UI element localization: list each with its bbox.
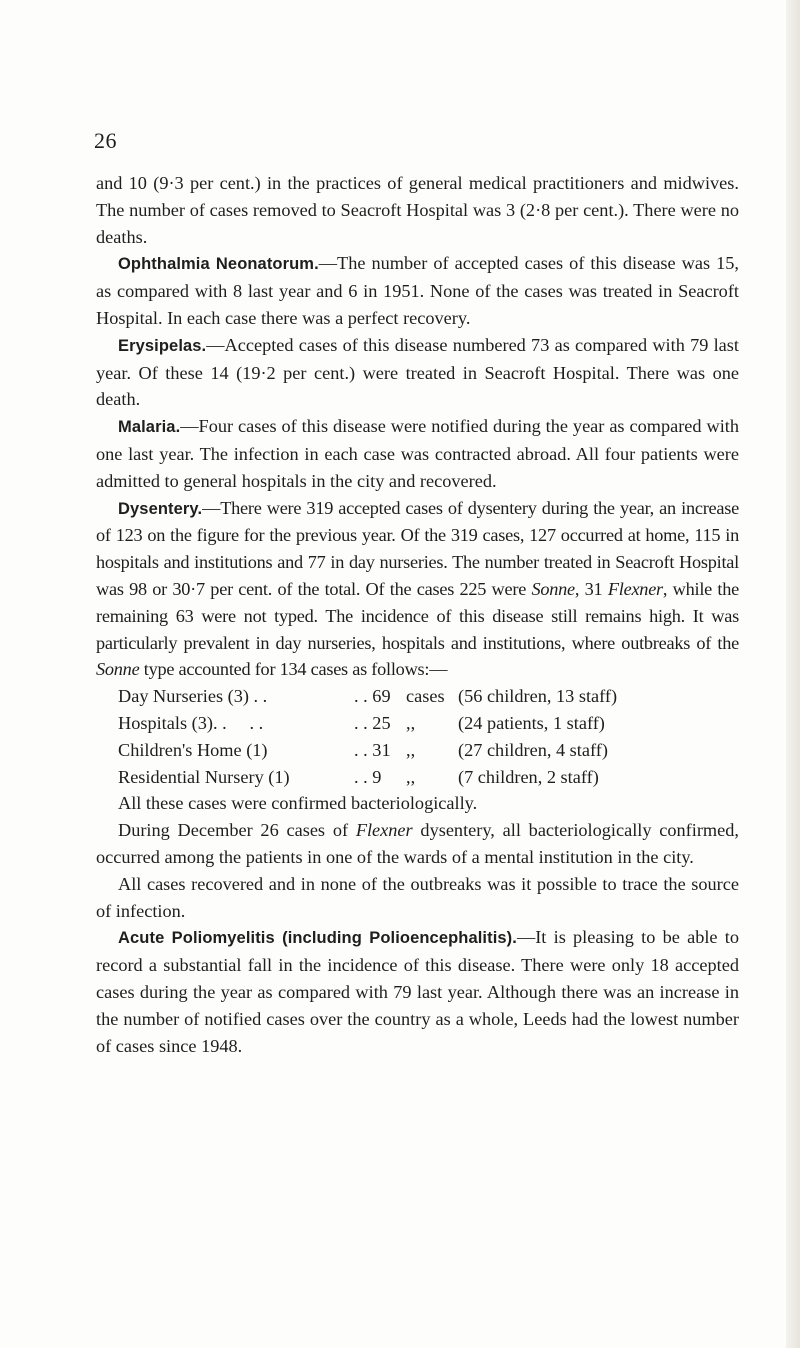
december-text-1: During December 26 cases of	[118, 820, 356, 841]
outbreak-table	[118, 683, 617, 790]
intro-paragraph: and 10 (9·3 per cent.) in the practices of general medical practitioners and midwives. The number of cases removed to Seacroft Hospital was 3 (2·8 per cent.). There were no deaths.	[96, 173, 739, 247]
recovered-paragraph: All cases recovered and in none of the outbreaks was it possible to trace the source of infection.	[96, 873, 739, 921]
malaria-paragraph	[96, 413, 739, 494]
dysentery-sep: , 31	[574, 578, 608, 599]
outbreak-place: Residential Nursery (1)	[118, 766, 290, 787]
erysipelas-paragraph	[96, 332, 739, 413]
outbreak-cases	[354, 737, 406, 764]
outbreak-place: Children's Home (1)	[118, 739, 268, 760]
leader-dots: . .	[354, 766, 368, 787]
table-row	[118, 710, 617, 737]
outbreak-unit: cases	[406, 686, 445, 707]
page-edge-shadow	[786, 0, 800, 1348]
december-paragraph	[96, 817, 739, 871]
dysentery-text-2: , while the remaining 63 were not typed. The incidence of this disease still remains high. It was particularly prevalent in day nurseries, hospitals and institutions, where outbreaks of the	[96, 578, 739, 653]
dysentery-paragraph	[96, 495, 739, 684]
outbreak-cases	[354, 683, 406, 710]
leader-dots: . .	[354, 739, 368, 760]
outbreak-unit: ,,	[406, 739, 416, 760]
dysentery-heading: Dysentery.	[118, 499, 203, 518]
case-count: 9	[372, 766, 382, 787]
outbreak-unit: ,,	[406, 712, 416, 733]
sonne-term-2: Sonne	[96, 659, 140, 680]
table-row	[118, 737, 617, 764]
outbreak-detail: (56 children, 13 staff)	[458, 686, 618, 707]
outbreak-cases	[354, 710, 406, 737]
outbreak-place: Hospitals (3). . . .	[118, 712, 264, 733]
outbreak-detail: (7 children, 2 staff)	[458, 766, 599, 787]
poliomyelitis-paragraph	[96, 924, 739, 1059]
page-number: 26	[94, 128, 117, 153]
document-body	[96, 170, 739, 1059]
flexner-term: Flexner	[607, 578, 663, 599]
malaria-text: —Four cases of this disease were notified during the year as compared with one last year. The infection in each case was contracted abroad. All four patients were admitted to general hospitals in the city and recovered.	[96, 416, 739, 491]
case-count: 31	[372, 739, 391, 760]
outbreak-detail: (27 children, 4 staff)	[458, 739, 608, 760]
ophthalmia-paragraph	[96, 250, 739, 331]
poliomyelitis-text: —It is pleasing to be able to record a substantial fall in the incidence of this disease. There were only 18 accepted cases during the year as compared with 79 last year. Although there was an increase in the number of notified cases over the country as a whole, Leeds had the lowest number of cases since 1948.	[96, 927, 739, 1056]
table-row	[118, 764, 617, 791]
sonne-term: Sonne	[531, 578, 575, 599]
ophthalmia-heading: Ophthalmia Neonatorum.	[118, 255, 319, 274]
erysipelas-text: —Accepted cases of this disease numbered 73 as compared with 79 last year. Of these 14 (19·2 per cent.) were treated in Seacroft Hospital. There was one death.	[96, 334, 739, 410]
outbreak-cases	[354, 764, 406, 791]
malaria-heading: Malaria.	[118, 418, 181, 437]
leader-dots: . .	[354, 686, 368, 707]
outbreak-unit: ,,	[406, 766, 416, 787]
dysentery-text-3: type accounted for 134 cases as follows:—	[139, 659, 448, 680]
confirmed-paragraph: All these cases were confirmed bacteriologically.	[118, 793, 478, 814]
flexner-term-2: Flexner	[355, 820, 413, 841]
case-count: 69	[372, 686, 391, 707]
december-text-2: dysentery, all bacteriologically confirmed, occurred among the patients in one of the wards of a mental institution in the city.	[96, 820, 739, 867]
erysipelas-heading: Erysipelas.	[118, 336, 207, 355]
poliomyelitis-heading: Acute Poliomyelitis (including Polioencephalitis).	[118, 929, 517, 948]
case-count: 25	[372, 712, 391, 733]
table-row	[118, 683, 617, 710]
leader-dots: . .	[354, 712, 368, 733]
outbreak-place: Day Nurseries (3) . .	[118, 686, 268, 707]
dysentery-text-1: —There were 319 accepted cases of dysentery during the year, an increase of 123 on the figure for the previous year. Of the 319 cases, 127 occurred at home, 115 in hospitals and institutions and 77 in day nurseries. The number treated in Seacroft Hospital was 98 or 30·7 per cent. of the total. Of the cases 225 were	[96, 497, 739, 599]
outbreak-detail: (24 patients, 1 staff)	[458, 712, 605, 733]
ophthalmia-text: —The number of accepted cases of this disease was 15, as compared with 8 last year and 6 in 1951. None of the cases was treated in Seacroft Hospital. In each case there was a perfect recovery.	[96, 253, 739, 328]
